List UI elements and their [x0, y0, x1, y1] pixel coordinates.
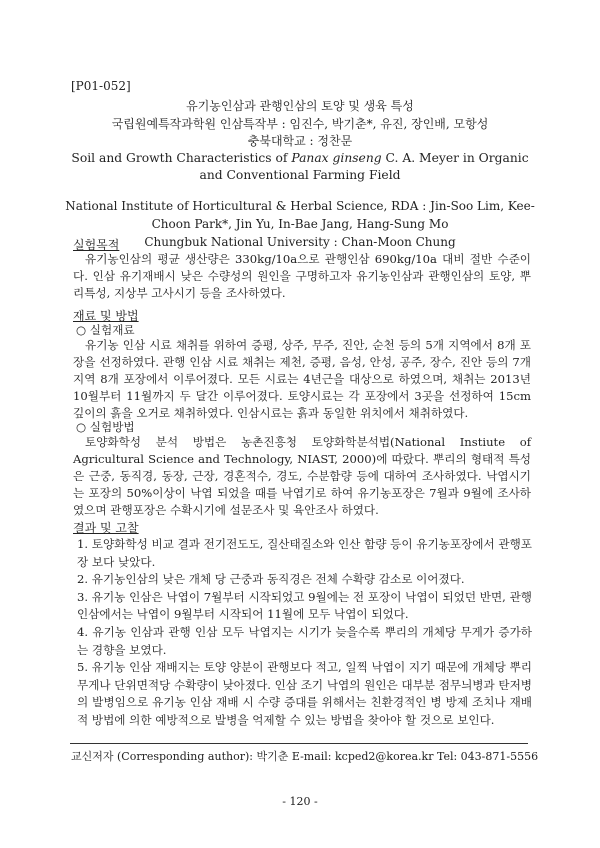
section-heading-purpose: 실험목적	[73, 238, 120, 252]
affiliation-english	[60, 197, 540, 251]
title-korean: 유기농인삼과 관행인삼의 토양 및 생육 특성	[186, 99, 414, 113]
section-heading-results: 결과 및 고찰	[73, 521, 139, 535]
corresponding-author-footnote: 교신저자 (Corresponding author): 박기춘 E-mail: kcped2@korea.kr Tel: 043-871-5556	[71, 750, 539, 763]
methods-materials-paragraph: 유기농 인삼 시료 채취를 위하여 증평, 상주, 무주, 진안, 순천 등의 5개 지역에서 8개 포장을 선정하였다. 관행 인삼 시료 채취는 제천, 증평, 음성, 안성, 공주, 장수, 진안 등의 7개 지역 8개 포장에서 이루어졌다. 모든 시료는 4년근을 대상으로 하였으며, 채취는 2013년 10월부터 11월까지 두 달간 이루어졌다. 토양시료는 각 포장에서 3곳을 선정하여 15cm 깊이의 흙을 오거로 채취하였다. 인삼시료는 흙과 동일한 위치에서 채취하였다.	[73, 338, 531, 420]
paper-code: [P01-052]	[71, 79, 131, 93]
affiliation-english-1: National Institute of Horticultural & Herbal Science, RDA : Jin-Soo Lim, Kee-Choon Park*, Jin Yu, In-Bae Jang, Hang-Sung Mo	[65, 199, 535, 231]
page-number: - 120 -	[282, 795, 318, 808]
result-item: 5. 유기농 인삼 재배지는 토양 양분이 관행보다 적고, 일찍 낙엽이 지기 때문에 개체당 뿌리 무게나 단위면적당 수확량이 낮아졌다. 인삼 조기 낙엽의 원인은 대부분 점무늬병과 탄저병의 발병임으로 유기농 인삼 재배 시 수량 증대를 위해서는 친환경적인 병 방제 조치나 재배적 방법에 의한 예방적으로 발병을 억제할 수 있는 방법을 찾아야 할 것으로 보인다.	[77, 660, 532, 727]
result-item: 2. 유기농인삼의 낮은 개체 당 근중과 동직경은 전체 수확량 감소로 이어졌다.	[77, 572, 465, 587]
title-english	[60, 150, 540, 184]
purpose-paragraph: 유기농인삼의 평균 생산량은 330kg/10a으로 관행인삼 690kg/10a 대비 절반 수준이다. 인삼 유기재배시 낮은 수량성의 원인을 구명하고자 유기농인삼과 관행인삼의 토양, 뿌리특성, 지상부 고사시기 등을 조사하였다.	[73, 252, 531, 300]
methods-procedure-paragraph: 토양화학성 분석 방법은 농촌진흥청 토양화학분석법(National Instiute of Agricultural Science and Technology, NIAST, 2000)에 따랐다. 뿌리의 형태적 특성은 근중, 동직경, 동장, 근장, 경혼적수, 경도, 수분함량 등에 대하여 조사하였다. 낙엽시기는 포장의 50%이상이 낙엽 되었을 때를 낙엽기로 하여 유기농포장은 7월과 9월에 조사하였으며 관행포장은 수확시기에 설문조사 및 육안조사 하였다.	[73, 435, 531, 517]
affiliation-english-2: Chungbuk National University : Chan-Moon Chung	[144, 235, 456, 249]
title-english-pre: Soil and Growth Characteristics of	[71, 151, 292, 165]
result-item: 4. 유기농 인삼과 관행 인삼 모두 낙엽지는 시기가 늦을수록 뿌리의 개체당 무게가 증가하는 경향을 보였다.	[77, 624, 532, 657]
result-item: 1. 토양화학성 비교 결과 전기전도도, 질산태질소와 인산 함량 등이 유기농포장에서 관행포장 보다 낮았다.	[77, 537, 532, 569]
methods-sub-procedure: ○ 실험방법	[76, 420, 135, 434]
affiliation2-korean: 충북대학교 : 정찬문	[247, 134, 353, 148]
authors-korean: 국립원예특작과학원 인삼특작부 : 임진수, 박기춘*, 유진, 장인배, 모항성	[111, 117, 489, 131]
methods-sub-materials: ○ 실험재료	[76, 323, 135, 337]
title-english-post: C. A. Meyer in Organic and Conventional Farming Field	[199, 151, 529, 182]
title-english-species: Panax ginseng	[291, 151, 382, 165]
results-list	[77, 536, 532, 730]
section-heading-methods: 재료 및 방법	[73, 309, 139, 323]
footnote-divider	[70, 743, 528, 744]
result-item: 3. 유기농 인삼은 낙엽이 7월부터 시작되었고 9월에는 전 포장이 낙엽이 되었던 반면, 관행인삼에서는 낙엽이 9월부터 시작되어 11월에 모두 낙엽이 되었다.	[77, 589, 532, 622]
